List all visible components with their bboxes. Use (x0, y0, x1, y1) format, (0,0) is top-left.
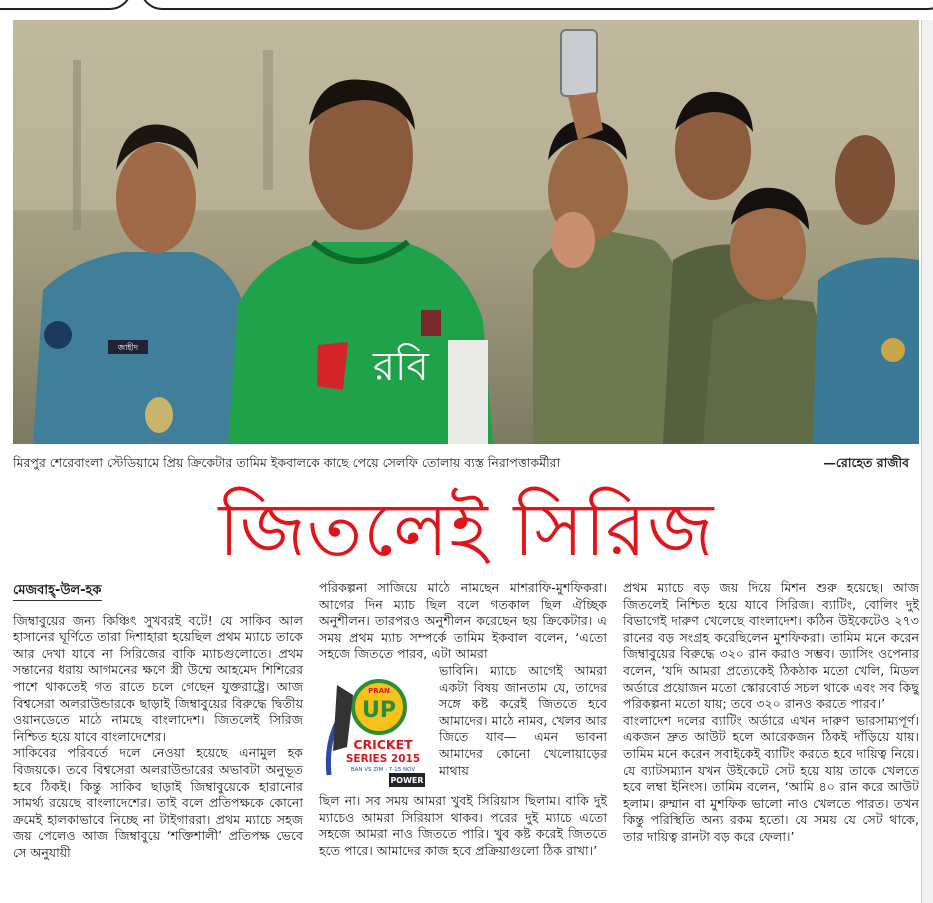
top-frame-right (140, 0, 933, 10)
byline: মেজবাহ্-উল-হক (13, 583, 102, 601)
logo-line3: BAN VS ZIM : 7-15 NOV (350, 766, 416, 773)
jersey-sponsor-text: রবি (373, 344, 429, 390)
news-photo (13, 20, 919, 444)
article-column-3 (623, 580, 919, 846)
paragraph: পরিকল্পনা সাজিয়ে মাঠে নামছেন মাশরাফি-মুশফিকরা। আগের দিন ম্যাচ ছিল বলে গতকাল ছিল ঐচ্ছিক অনুশীলন। তারপরও অনুশীলন করেছেন ছয় ক্রিকেটার। এ সময় প্রথম ম্যাচ সম্পর্কে তামিম ইকবাল বলেন, ‘এতো সহজে জিততে পারব, এটা আমরা (319, 580, 607, 662)
paragraph: সাকিবের পরিবর্তে দলে নেওয়া হয়েছে এনামুল হক বিজয়কে। তবে বিশ্বসেরা অলরাউন্ডারের অভাবটা অনুভূত হবে ঠিকই। কিন্তু সাকিব ছাড়াই জিম্বাবুয়েকে হারানোর সামর্থ্য রয়েছে বাংলাদেশের। তাই বলে প্রতিপক্ষকে কোনো ক্রমেই হালকাভাবে নিচ্ছে না টাইগাররা। প্রথম ম্যাচে সহজ জয় পেলেও আজ জিম্বাবুয়ে ‘শক্তিশালী’ প্রতিপক্ষ ভেবে সে অনুযায়ী (13, 745, 303, 860)
paragraph: ভাবিনি। ম্যাচে আগেই আমরা একটা বিষয় জানতাম যে, তাদের সঙ্গে কষ্ট করেই জিততে হবে আমাদের। মাঠে নামব, খেলব আর জিতে যাব— এমন ভাবনা আমাদের কোনো খেলোয়াড়ের মাথায় (439, 662, 607, 778)
logo-tag: UP (362, 697, 396, 723)
photo-caption: মিরপুর শেরেবাংলা স্টেডিয়ামে প্রিয় ক্রিকেটার তামিম ইকবালকে কাছে পেয়ে সেলফি তোলায় ব্যস্ত নিরাপত্তাকর্মীরা (13, 455, 561, 470)
logo-line1: CRICKET (353, 736, 413, 752)
name-tag-text: জাহীদ (117, 343, 139, 352)
series-logo (319, 665, 431, 791)
photo-credit: —রোহেত রাজীব (823, 455, 909, 470)
headline: জিতলেই সিরিজ (218, 487, 715, 573)
top-frame-left (0, 0, 132, 10)
article-column-2 (319, 580, 607, 859)
article-column-1 (13, 582, 303, 862)
paragraph: প্রথম ম্যাচে বড় জয় দিয়ে মিশন শুরু হয়েছে। আজ জিতলেই নিশ্চিত হয়ে যাবে সিরিজ। ব্যাটিং, বোলিং দুই বিভাগেই দারুণ খেলেছে বাংলাদেশ। কঠিন উইকেটেও ২৭৩ রানের বড় সংগ্রহ করেছিলেন মুশফিকরা। তামিম মনে করেন জিম্বাবুয়ের বিরুদ্ধে ৩২০ রান করাও সম্ভব। ড্যাসিং ওপেনার বলেন, ‘যদি আমরা প্রত্যেকেই ঠিকঠাক মতো খেলি, মিডল অর্ডারে প্রয়োজন মতো স্কোরবোর্ড সচল থাকে এবং সব কিছু পরিকল্পনা মতো যায়; তবে ৩২০ রানও করতে পারব।’ (623, 580, 919, 712)
logo-line2: SERIES 2015 (345, 752, 421, 765)
paragraph: বাংলাদেশ দলের ব্যাটিং অর্ডারে এখন দারুণ ভারসাম্যপূর্ণ। একজন দ্রুত আউট হলে আরেকজন ঠিকই দাঁড়িয়ে যায়। তামিম মনে করেন সবাইকেই ব্যাটিং করতে হবে দায়িত্ব নিয়ে। যে ব্যাটসম্যান যখন উইকেটে সেট হয়ে যায় তাকে খেলতে হবে লম্বা ইনিংস। তামিম বলেন, ‘আমি ৪০ রান করে আউট হলাম। রুম্মান বা মুশফিক ভালো নাও খেলতে পারত। তখন কিন্তু পরিস্থিতি অন্য রকম হতো। যে সময় যে সেট থাকে, তার দায়িত্ব রানটা বড় করে ফেলা।’ (623, 712, 919, 844)
paragraph: জিম্বাবুয়ের জন্য কিঞ্চিৎ সুখবরই বটে! যে সাকিব আল হাসানের ঘূর্ণিতে তারা দিশাহারা হয়েছিল প্রথম ম্যাচে তাকে আর দেখা যাবে না সিরিজের বাকি ম্যাচগুলোতে। প্রথম সন্তানের ধরায় আগমনের ক্ষণে স্ত্রী উম্মে আহমেদ শিশিরের পাশে থাকতেই গত রাতে চলে গেছেন যুক্তরাষ্ট্রে। আজ বিশ্বসেরা অলরাউন্ডারকে ছাড়াই জিম্বাবুয়ের বিরুদ্ধে দ্বিতীয় ওয়ানডেতে মাঠে নামছে বাংলাদেশ। জিতলেই সিরিজ নিশ্চিত হয়ে যাবে বাংলাদেশের। (13, 612, 303, 744)
paragraph: ছিল না। সব সময় আমরা খুবই সিরিয়াস ছিলাম। বাকি দুই ম্যাচেও আমরা সিরিয়াস থাকব। পরের দুই ম্যাচে এতো সহজে আমরা নাও জিততে পারি। খুব কষ্ট করেই জিততে হতে পারে। আমাদের কাজ হবে প্রক্রিয়াগুলো ঠিক রাখা।’ (319, 792, 607, 858)
page-edge-strip (921, 20, 933, 903)
logo-brand: PRAN (368, 686, 390, 695)
logo-sponsor: POWER (390, 775, 424, 785)
